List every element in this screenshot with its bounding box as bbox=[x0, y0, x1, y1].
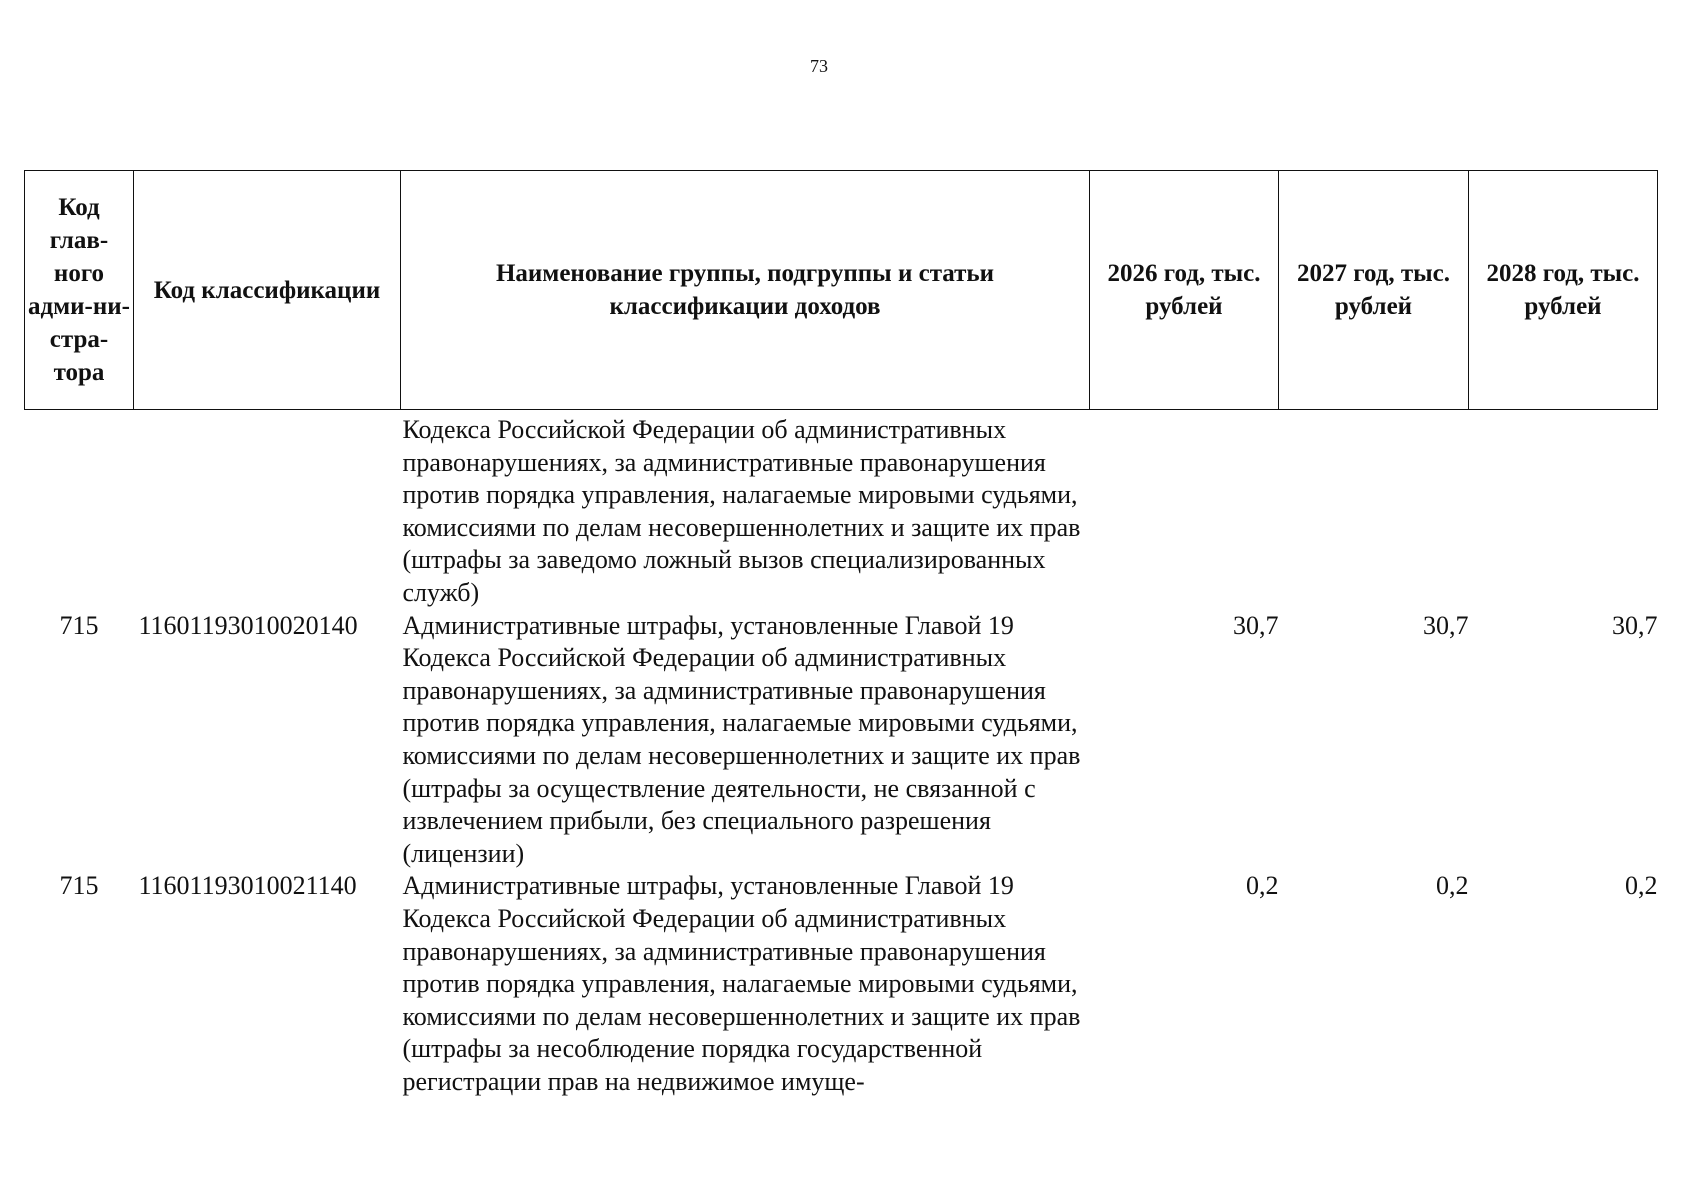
value-2026-cell: 30,7 bbox=[1233, 610, 1279, 640]
value-2028-cell bbox=[1469, 410, 1658, 610]
revenue-table-wrapper bbox=[24, 170, 1657, 1098]
value-2027-cell bbox=[1279, 410, 1469, 610]
value-2026-cell: 0,2 bbox=[1246, 871, 1279, 901]
classification-code-cell: 11601193010021140 bbox=[138, 871, 357, 901]
header-2026: 2026 год, тыс. рублей bbox=[1090, 171, 1279, 410]
classification-code-cell bbox=[134, 410, 401, 610]
table-body bbox=[25, 410, 1658, 1099]
table-row bbox=[25, 870, 1658, 1098]
table-row bbox=[25, 410, 1658, 610]
header-2027: 2027 год, тыс. рублей bbox=[1279, 171, 1469, 410]
admin-code-cell: 715 bbox=[59, 871, 99, 901]
page-number: 73 bbox=[810, 56, 828, 76]
table-header bbox=[25, 171, 1658, 410]
header-row bbox=[25, 171, 1658, 410]
classification-code-cell: 11601193010020140 bbox=[138, 610, 358, 640]
header-admin-code: Код глав-ного адми-ни-стра-тора bbox=[25, 171, 134, 410]
value-2027-cell: 30,7 bbox=[1423, 610, 1469, 640]
value-2027-cell: 0,2 bbox=[1436, 871, 1469, 901]
revenue-table bbox=[24, 170, 1658, 1098]
revenue-name-cell: Кодекса Российской Федерации об административных правонарушениях, за административные правонарушения против порядка управления, налагаемые мировыми судьями, комиссиями по делам несовершеннолетних и защите их прав (штрафы за заведомо ложный вызов специализированных служб) bbox=[402, 415, 1081, 607]
value-2028-cell: 0,2 bbox=[1625, 871, 1658, 901]
header-class-code: Код классификации bbox=[134, 171, 401, 410]
admin-code-cell bbox=[25, 410, 134, 610]
value-2028-cell: 30,7 bbox=[1612, 610, 1658, 640]
revenue-name-cell: Административные штрафы, установленные Главой 19 Кодекса Российской Федерации об административных правонарушениях, за административные правонарушения против порядка управления, налагаемые мировыми судьями, комиссиями по делам несовершеннолетних и защите их прав (штрафы за осуществление деятельности, не связанной с извлечением прибыли, без специального разрешения (лицензии) bbox=[402, 610, 1081, 868]
header-2028: 2028 год, тыс. рублей bbox=[1469, 171, 1658, 410]
admin-code-cell: 715 bbox=[59, 610, 99, 640]
revenue-name-cell: Административные штрафы, установленные Главой 19 Кодекса Российской Федерации об административных правонарушениях, за административные правонарушения против порядка управления, налагаемые мировыми судьями, комиссиями по делам несовершеннолетних и защите их прав (штрафы за несоблюдение порядка государственной регистрации прав на недвижимое имуще- bbox=[402, 871, 1081, 1096]
header-name: Наименование группы, подгруппы и статьи классификации доходов bbox=[401, 171, 1090, 410]
value-2026-cell bbox=[1090, 410, 1279, 610]
table-row bbox=[25, 610, 1658, 871]
